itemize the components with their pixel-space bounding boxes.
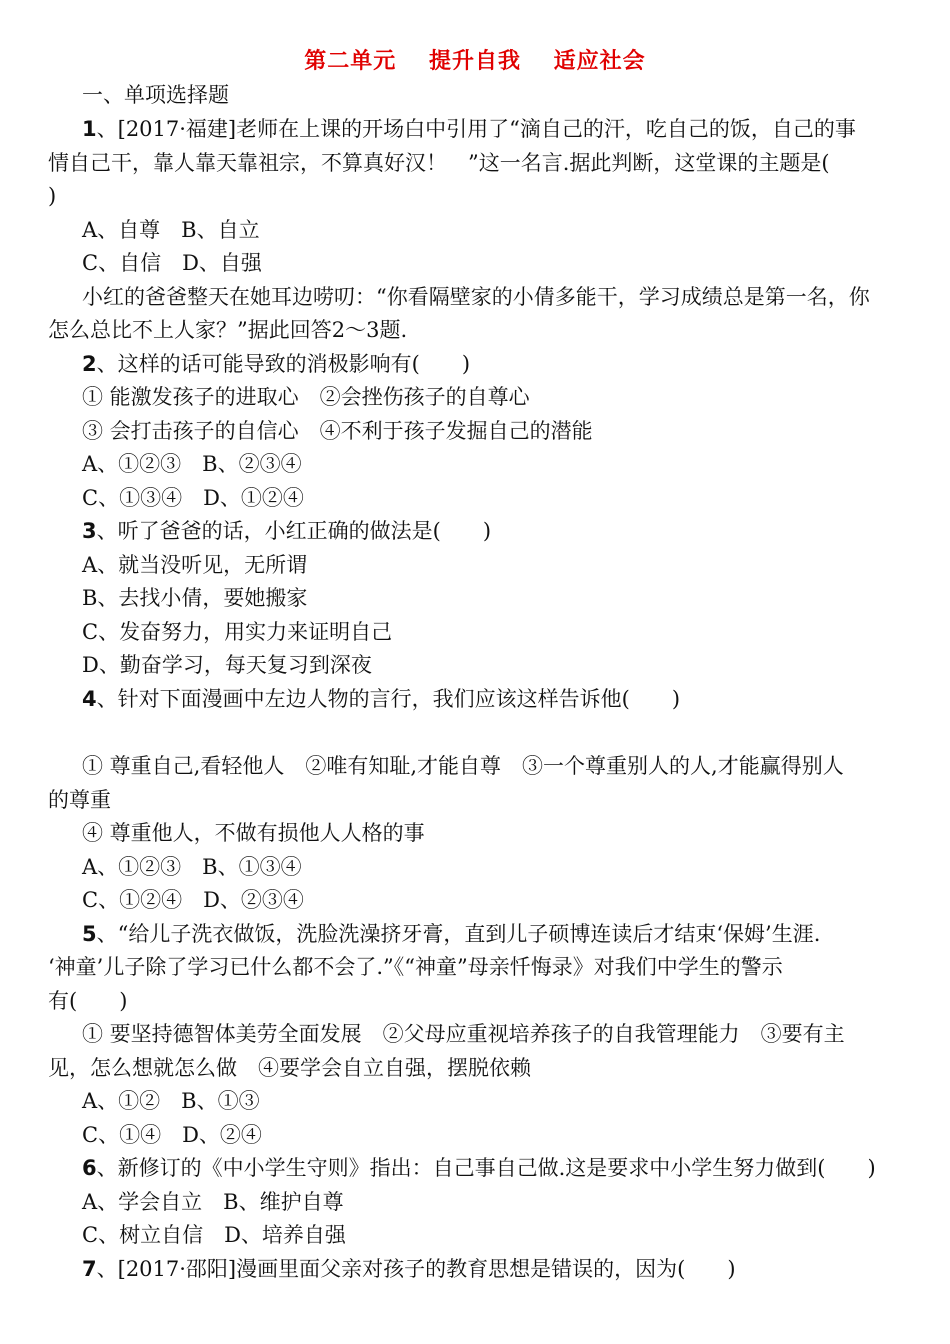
question-2-statements-2: ③ 会打击孩子的自信心 ④不利于孩子发掘自己的潜能 xyxy=(82,419,593,443)
question-5-statements-1b: 见，怎么想就怎么做 ④要学会自立自强，摆脱依赖 xyxy=(48,1056,531,1080)
question-5-options-ab: A、①② B、①③ xyxy=(82,1089,260,1113)
question-4-stem xyxy=(82,684,906,714)
question-text: 、[2017·福建]老师在上课的开场白中引用了“滴自己的汗，吃自己的饭，自己的事 xyxy=(96,117,856,141)
title-unit: 第二单元 xyxy=(304,49,397,74)
question-6-options-cd: C、树立自信 D、培养自强 xyxy=(82,1223,346,1247)
question-text: 、[2017·邵阳]漫画里面父亲对孩子的教育思想是错误的，因为( ) xyxy=(96,1257,736,1281)
question-4-options-cd: C、①②④ D、②③④ xyxy=(82,888,304,912)
question-1-options-ab: A、自尊 B、自立 xyxy=(82,218,260,242)
question-6-options-ab: A、学会自立 B、维护自尊 xyxy=(82,1190,344,1214)
question-5-options-cd: C、①④ D、②④ xyxy=(82,1123,262,1147)
question-3-option-b: B、去找小倩，要她搬家 xyxy=(82,586,308,610)
title-part-2: 提升自我 xyxy=(428,49,521,74)
question-number: 5 xyxy=(82,922,97,946)
question-text: 、针对下面漫画中左边人物的言行，我们应该这样告诉他( ) xyxy=(96,687,681,711)
title-part-3: 适应社会 xyxy=(553,49,646,74)
question-number: 7 xyxy=(82,1257,97,1281)
intro-2-3-line-1: 小红的爸爸整天在她耳边唠叨：“你看隔壁家的小倩多能干，学习成绩总是第一名，你 xyxy=(82,285,870,309)
question-text: 、这样的话可能导致的消极影响有( ) xyxy=(96,352,471,376)
question-2-options-ab: A、①②③ B、②③④ xyxy=(82,452,302,476)
question-5-line-3: 有( ) xyxy=(48,989,128,1013)
question-1-line-2: 情自己干，靠人靠天靠祖宗，不算真好汉！ ”这一名言.据此判断，这堂课的主题是( xyxy=(48,151,830,175)
question-5-statements-1: ① 要坚持德智体美劳全面发展 ②父母应重视培养孩子的自我管理能力 ③要有主 xyxy=(82,1022,845,1046)
question-5-line-2: ‘神童’儿子除了学习已什么都不会了.”《“神童”母亲忏悔录》对我们中学生的警示 xyxy=(48,955,783,979)
question-3-option-a: A、就当没听见，无所谓 xyxy=(82,553,308,577)
question-4-statements-2: ④ 尊重他人，不做有损他人人格的事 xyxy=(82,821,425,845)
question-3-stem xyxy=(82,516,906,546)
question-number: 3 xyxy=(82,519,97,543)
question-1-line-1 xyxy=(82,114,906,144)
question-7-stem xyxy=(82,1254,906,1284)
question-6-stem xyxy=(82,1153,906,1183)
question-4-options-ab: A、①②③ B、①③④ xyxy=(82,855,302,879)
question-number: 2 xyxy=(82,352,97,376)
question-3-option-c: C、发奋努力，用实力来证明自己 xyxy=(82,620,393,644)
question-1-options-cd: C、自信 D、自强 xyxy=(82,251,262,275)
question-number: 6 xyxy=(82,1156,97,1180)
question-number: 4 xyxy=(82,687,97,711)
question-2-options-cd: C、①③④ D、①②④ xyxy=(82,486,304,510)
page-title xyxy=(0,44,950,75)
question-3-option-d: D、勤奋学习，每天复习到深夜 xyxy=(82,653,372,677)
question-2-statements-1: ① 能激发孩子的进取心 ②会挫伤孩子的自尊心 xyxy=(82,385,530,409)
question-text: 、听了爸爸的话，小红正确的做法是( ) xyxy=(96,519,492,543)
question-4-statements-1: ① 尊重自己,看轻他人 ②唯有知耻,才能自尊 ③一个尊重别人的人,才能赢得别人 xyxy=(82,754,844,778)
section-heading: 一、单项选择题 xyxy=(82,83,229,107)
question-text: 、“给儿子洗衣做饭，洗脸洗澡挤牙膏，直到儿子硕博连读后才结束‘保姆’生涯. xyxy=(96,922,821,946)
question-1-line-3: ) xyxy=(48,184,57,208)
question-2-stem xyxy=(82,349,906,379)
question-5-line-1 xyxy=(82,919,906,949)
question-number: 1 xyxy=(82,117,97,141)
intro-2-3-line-2: 怎么总比不上人家？”据此回答2～3题. xyxy=(48,318,408,342)
question-text: 、新修订的《中小学生守则》指出：自己事自己做.这是要求中小学生努力做到( ) xyxy=(96,1156,876,1180)
question-4-statements-1b: 的尊重 xyxy=(48,788,111,812)
